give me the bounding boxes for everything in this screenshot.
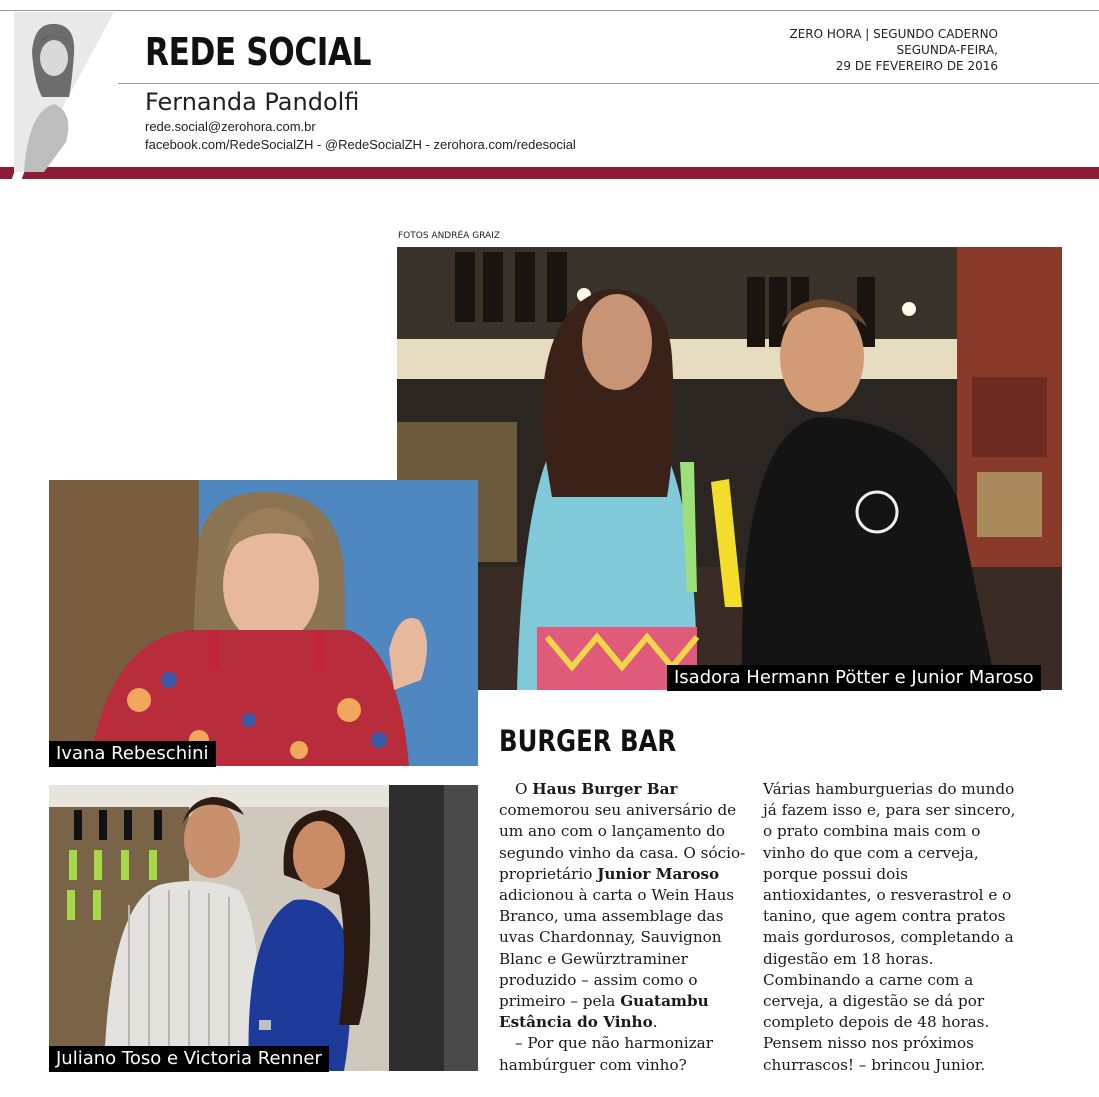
body-text: comemorou seu aniversário de um ano com o lançamento do segundo vinho da casa. O sócio-proprietário xyxy=(499,801,746,883)
contact-email: rede.social@zerohora.com.br xyxy=(145,119,316,134)
bold-winery-name: Guatambu Estância do Vinho xyxy=(499,992,709,1032)
header-divider xyxy=(118,83,1099,84)
ivana-photo xyxy=(49,480,478,766)
section-title: REDE SOCIAL xyxy=(145,30,372,74)
main-photo xyxy=(397,247,1062,690)
caption-main-photo: Isadora Hermann Pötter e Junior Maroso xyxy=(667,665,1041,691)
columnist-portrait xyxy=(14,12,114,172)
article-paragraph: Várias hamburguerias do mundo já fazem isso e, para ser sincero, o prato combina mais com o vinho do que com a cerveja, porque possui dois antioxidantes, o resverastrol e o tanino, que agem contra pratos mais gordurosos, completando a digestão em 18 horas. Combinando a carne com a cerveja, a digestão se dá por completo depois de 48 horas. Pensem nisso nos próximos churrascos! – brincou Junior. xyxy=(763,780,1016,1074)
article-column-2 xyxy=(763,779,1019,1076)
bold-person-name: Junior Maroso xyxy=(597,864,720,883)
article-column-1 xyxy=(499,779,749,1076)
caption-ivana-photo: Ivana Rebeschini xyxy=(49,741,216,767)
body-text: . xyxy=(652,1013,658,1032)
article-headline: BURGER BAR xyxy=(499,724,677,758)
publication-weekday: SEGUNDA-FEIRA, xyxy=(896,43,998,57)
couple-photo xyxy=(49,785,478,1071)
publication-date: 29 DE FEVEREIRO DE 2016 xyxy=(835,59,998,73)
bold-venue-name: Haus Burger Bar xyxy=(532,780,678,798)
photo-credit: FOTOS ANDRÉA GRAIZ xyxy=(398,231,501,241)
publication-name: ZERO HORA | SEGUNDO CADERNO xyxy=(789,27,998,41)
masthead-info xyxy=(789,26,998,74)
author-name: Fernanda Pandolfi xyxy=(145,88,360,116)
accent-band xyxy=(0,167,1099,179)
top-rule xyxy=(0,10,1099,11)
caption-couple-photo: Juliano Toso e Victoria Renner xyxy=(49,1046,329,1072)
body-text: O xyxy=(515,780,533,798)
article-paragraph xyxy=(499,779,749,1033)
article-quote: – Por que não harmonizar hambúrguer com vinho? xyxy=(499,1034,713,1074)
body-text: adicionou à carta o Wein Haus Branco, uma assemblage das uvas Chardonnay, Sauvignon Blanc e Gewürztraminer produzido – assim como o primeiro – pela xyxy=(499,886,735,1011)
contact-social-links: facebook.com/RedeSocialZH - @RedeSocialZH - zerohora.com/redesocial xyxy=(145,137,576,152)
